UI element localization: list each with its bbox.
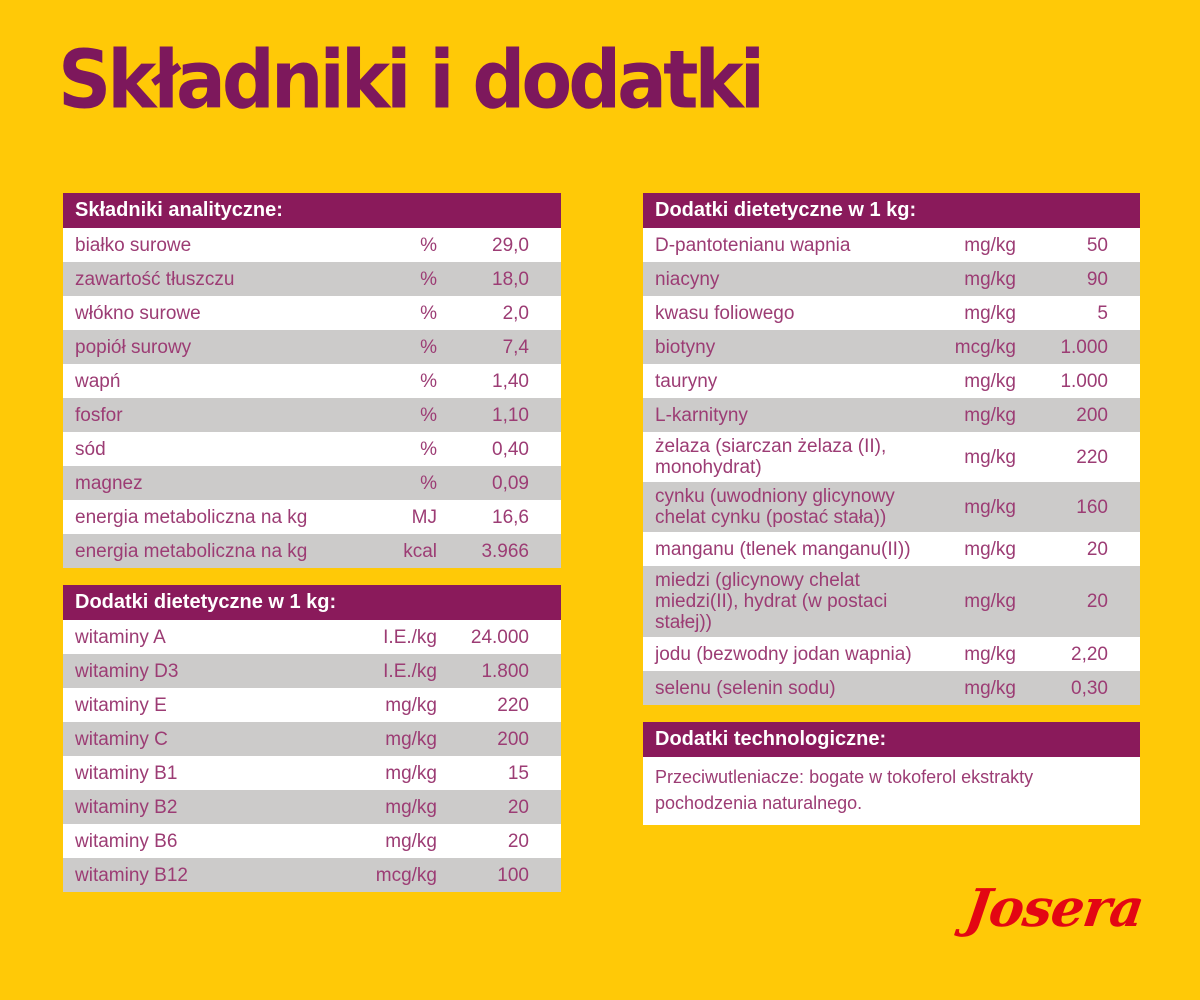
row-unit: MJ [411,506,437,528]
row-value: 1.800 [481,660,529,682]
row-value: 90 [1086,268,1108,290]
row-label: D-pantotenianu wapnia [655,234,851,256]
row-value: 220 [497,694,529,716]
table-row [63,330,561,364]
row-value: 1,10 [492,404,529,426]
technological-additives-section [643,722,1140,825]
row-label: zawartość tłuszczu [75,268,235,290]
row-value: 1.000 [1060,370,1108,392]
row-label: kwasu foliowego [655,302,795,324]
row-value: 50 [1086,234,1108,256]
row-value: 2,20 [1071,643,1108,665]
table-row [63,654,561,688]
dietary-additives-right-table [643,193,1140,705]
row-value: 15 [507,762,529,784]
row-unit: % [420,268,437,290]
analytical-table-header: Składniki analityczne: [63,193,561,228]
row-value: 1,40 [492,370,529,392]
row-value: 0,40 [492,438,529,460]
row-unit: mg/kg [385,728,437,750]
row-unit: mg/kg [964,591,1016,612]
page-title: Składniki i dodatki [58,34,762,127]
table-row [63,262,561,296]
row-label: witaminy C [75,728,168,750]
row-label: popiół surowy [75,336,192,358]
row-unit: mg/kg [964,370,1016,392]
table-row [643,398,1140,432]
row-value: 3.966 [481,540,529,562]
dietary-right-table-rows [643,228,1140,705]
row-value: 220 [1076,446,1108,468]
row-unit: mg/kg [964,496,1016,518]
table-row [63,688,561,722]
row-unit: mg/kg [964,538,1016,560]
row-label: miedzi (glicynowy chelat miedzi(II), hydrat (w postaci stałej)) [655,570,888,633]
row-unit: mcg/kg [375,864,437,886]
table-row [63,466,561,500]
row-label: witaminy D3 [75,660,179,682]
table-row [643,532,1140,566]
table-row [63,722,561,756]
row-value: 24.000 [470,626,529,648]
table-row [63,620,561,654]
row-value: 16,6 [492,506,529,528]
table-row [643,330,1140,364]
row-unit: I.E./kg [383,626,437,648]
row-label: energia metaboliczna na kg [75,506,308,528]
table-row [643,671,1140,705]
row-label: niacyny [655,268,720,290]
row-unit: % [420,404,437,426]
table-row [63,534,561,568]
row-label: witaminy B2 [75,796,178,818]
dietary-additives-left-table [63,585,561,892]
row-unit: % [420,438,437,460]
analytical-table-rows [63,228,561,568]
row-unit: mg/kg [964,404,1016,426]
technological-header: Dodatki technologiczne: [643,722,1140,757]
row-unit: mg/kg [964,302,1016,324]
row-value: 0,30 [1071,677,1108,699]
right-column [643,193,1140,825]
row-label: białko surowe [75,234,192,256]
row-value: 5 [1097,302,1108,324]
row-label: witaminy A [75,626,166,648]
row-value: 18,0 [492,268,529,290]
table-row [643,296,1140,330]
table-row [63,296,561,330]
table-row [643,228,1140,262]
row-unit: mg/kg [385,796,437,818]
row-value: 2,0 [502,302,529,324]
row-unit: % [420,472,437,494]
row-unit: % [420,234,437,256]
table-row [643,482,1140,532]
table-row [63,432,561,466]
row-unit: mg/kg [385,762,437,784]
row-label: magnez [75,472,143,494]
row-label: witaminy B6 [75,830,178,852]
table-row [63,858,561,892]
row-unit: I.E./kg [383,660,437,682]
row-value: 100 [497,864,529,886]
technological-body-text: Przeciwutleniacze: bogate w tokoferol ekstrakty pochodzenia naturalnego. [643,757,1140,825]
table-row [63,500,561,534]
row-label: fosfor [75,404,123,426]
row-unit: % [420,370,437,392]
row-label: tauryny [655,370,718,392]
dietary-left-table-rows [63,620,561,892]
row-label: witaminy E [75,694,167,716]
row-unit: kcal [403,540,437,562]
table-row [643,566,1140,637]
table-row [643,364,1140,398]
table-row [643,432,1140,482]
row-label: witaminy B1 [75,762,178,784]
row-value: 160 [1076,496,1108,518]
row-label: selenu (selenin sodu) [655,677,836,699]
row-value: 20 [1086,591,1108,612]
row-value: 20 [507,796,529,818]
table-row [63,398,561,432]
row-value: 20 [507,830,529,852]
row-label: cynku (uwodniony glicynowy chelat cynku (postać stała)) [655,486,895,528]
row-label: manganu (tlenek manganu(II)) [655,538,911,560]
row-unit: mg/kg [385,830,437,852]
row-unit: % [420,336,437,358]
row-label: witaminy B12 [75,864,188,886]
row-unit: mg/kg [964,234,1016,256]
row-label: żelaza (siarczan żelaza (II), monohydrat) [655,436,887,478]
table-row [643,637,1140,671]
table-row [63,824,561,858]
row-label: biotyny [655,336,716,358]
table-row [63,790,561,824]
row-value: 0,09 [492,472,529,494]
row-label: jodu (bezwodny jodan wapnia) [655,643,912,665]
analytical-components-table [63,193,561,568]
josera-logo: Josera [961,878,1148,939]
row-unit: mcg/kg [954,336,1016,358]
row-unit: mg/kg [964,268,1016,290]
table-row [643,262,1140,296]
row-unit: % [420,302,437,324]
row-value: 200 [1076,404,1108,426]
table-row [63,364,561,398]
row-value: 200 [497,728,529,750]
row-value: 7,4 [502,336,529,358]
row-value: 20 [1086,538,1108,560]
row-label: sód [75,438,106,460]
row-unit: mg/kg [964,446,1016,468]
row-label: L-karnityny [655,404,748,426]
row-unit: mg/kg [964,643,1016,665]
row-label: włókno surowe [75,302,201,324]
row-value: 1.000 [1060,336,1108,358]
row-label: wapń [75,370,121,392]
table-row [63,756,561,790]
dietary-left-table-header: Dodatki dietetyczne w 1 kg: [63,585,561,620]
left-column [63,193,561,892]
row-value: 29,0 [492,234,529,256]
row-unit: mg/kg [385,694,437,716]
row-label: energia metaboliczna na kg [75,540,308,562]
row-unit: mg/kg [964,677,1016,699]
table-row [63,228,561,262]
dietary-right-table-header: Dodatki dietetyczne w 1 kg: [643,193,1140,228]
